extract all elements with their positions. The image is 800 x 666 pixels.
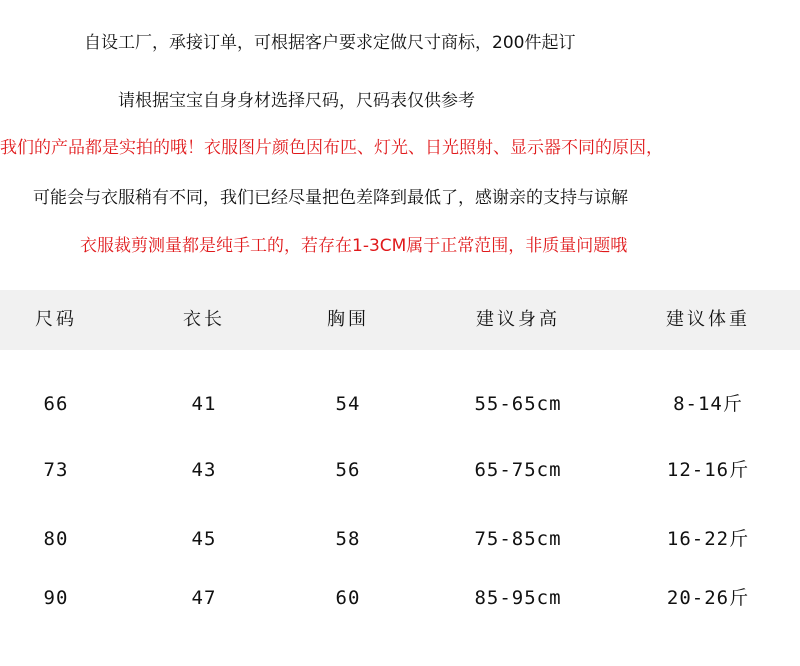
table-cell-height: 65-75cm [474,459,562,481]
table-cell-size: 66 [43,393,69,415]
table-cell-chest: 54 [335,393,361,415]
table-cell-height: 55-65cm [474,393,562,415]
note-photo-color-warning: 我们的产品都是实拍的哦！衣服图片颜色因布匹、灯光、日光照射、显示器不同的原因， [0,138,663,158]
table-cell-weight: 16-22斤 [666,528,750,550]
header-size: 尺码 [35,309,77,330]
table-cell-weight: 12-16斤 [666,459,750,481]
note-custom-order: 自设工厂，承接订单，可根据客户要求定做尺寸商标，200件起订 [84,33,576,53]
table-cell-length: 45 [191,528,217,550]
table-cell-weight: 8-14斤 [673,393,743,415]
note-measurement-tolerance: 衣服裁剪测量都是纯手工的，若存在1-3CM属于正常范围，非质量问题哦 [80,236,628,256]
table-cell-size: 80 [43,528,69,550]
table-cell-height: 75-85cm [474,528,562,550]
header-length: 衣长 [183,309,225,330]
table-cell-length: 43 [191,459,217,481]
table-cell-length: 47 [191,587,217,609]
table-cell-size: 73 [43,459,69,481]
table-cell-size: 90 [43,587,69,609]
table-cell-chest: 58 [335,528,361,550]
note-size-reference: 请根据宝宝自身身材选择尺码，尺码表仅供参考 [118,91,475,111]
table-cell-chest: 60 [335,587,361,609]
table-cell-height: 85-95cm [474,587,562,609]
table-cell-chest: 56 [335,459,361,481]
header-weight: 建议体重 [666,309,750,330]
note-color-difference: 可能会与衣服稍有不同，我们已经尽量把色差降到最低了，感谢亲的支持与谅解 [33,188,628,208]
header-height: 建议身高 [476,309,560,330]
table-cell-weight: 20-26斤 [666,587,750,609]
table-cell-length: 41 [191,393,217,415]
header-chest: 胸围 [327,309,369,330]
